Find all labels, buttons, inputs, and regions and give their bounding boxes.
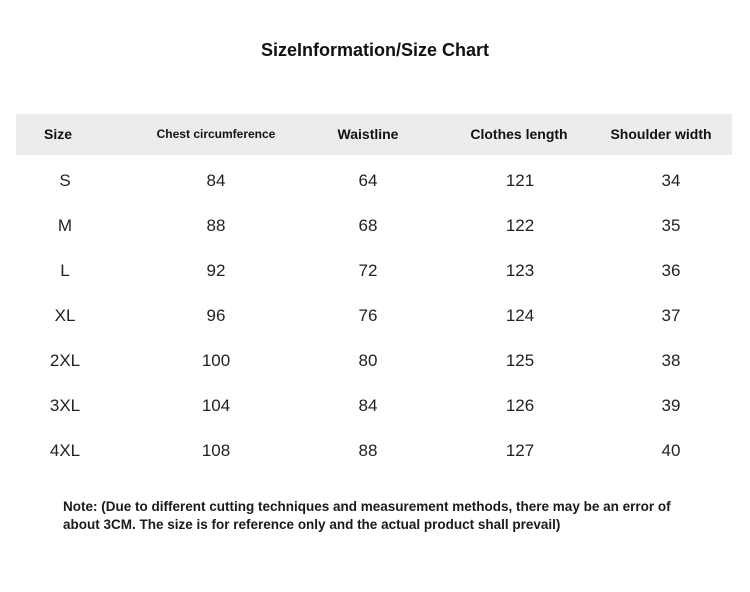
cell-waistline: 84	[358, 396, 378, 415]
cell-size: L	[60, 261, 70, 280]
cell-clothes-length: 122	[505, 216, 535, 235]
cell-waistline: 88	[358, 441, 378, 460]
header-size: Size	[43, 126, 73, 142]
cell-waistline: 64	[358, 171, 378, 190]
cell-waistline: 72	[358, 261, 378, 280]
table-row	[0, 203, 750, 248]
table-row	[0, 338, 750, 383]
header-shoulder-width: Shoulder width	[610, 126, 712, 142]
cell-size: 4XL	[49, 441, 81, 460]
header-waistline: Waistline	[337, 126, 399, 142]
cell-shoulder-width: 34	[661, 171, 681, 190]
cell-chest: 96	[206, 306, 226, 325]
cell-size: XL	[54, 306, 76, 325]
header-chest-circumference: Chest circumference	[156, 127, 276, 141]
cell-size: S	[59, 171, 71, 190]
cell-clothes-length: 127	[505, 441, 535, 460]
cell-chest: 104	[201, 396, 231, 415]
cell-waistline: 76	[358, 306, 378, 325]
cell-size: 3XL	[49, 396, 81, 415]
cell-shoulder-width: 40	[661, 441, 681, 460]
cell-shoulder-width: 38	[661, 351, 681, 370]
cell-shoulder-width: 39	[661, 396, 681, 415]
table-row	[0, 428, 750, 473]
cell-chest: 92	[206, 261, 226, 280]
cell-chest: 88	[206, 216, 226, 235]
cell-clothes-length: 121	[505, 171, 535, 190]
cell-waistline: 80	[358, 351, 378, 370]
table-row	[0, 248, 750, 293]
size-table-header	[16, 114, 732, 155]
table-row	[0, 383, 750, 428]
cell-size: 2XL	[49, 351, 81, 370]
cell-clothes-length: 125	[505, 351, 535, 370]
cell-clothes-length: 126	[505, 396, 535, 415]
cell-chest: 108	[201, 441, 231, 460]
cell-size: M	[57, 216, 73, 235]
cell-clothes-length: 124	[505, 306, 535, 325]
header-clothes-length: Clothes length	[470, 126, 568, 142]
size-note: Note: (Due to different cutting techniques and measurement methods, there may be an error of about 3CM. The size is for reference only and the actual product shall prevail)	[63, 499, 671, 532]
page-title: SizeInformation/Size Chart	[260, 40, 490, 60]
table-row	[0, 158, 750, 203]
cell-shoulder-width: 35	[661, 216, 681, 235]
cell-shoulder-width: 37	[661, 306, 681, 325]
cell-clothes-length: 123	[505, 261, 535, 280]
cell-chest: 84	[206, 171, 226, 190]
cell-waistline: 68	[358, 216, 378, 235]
cell-shoulder-width: 36	[661, 261, 681, 280]
table-row	[0, 293, 750, 338]
cell-chest: 100	[201, 351, 231, 370]
